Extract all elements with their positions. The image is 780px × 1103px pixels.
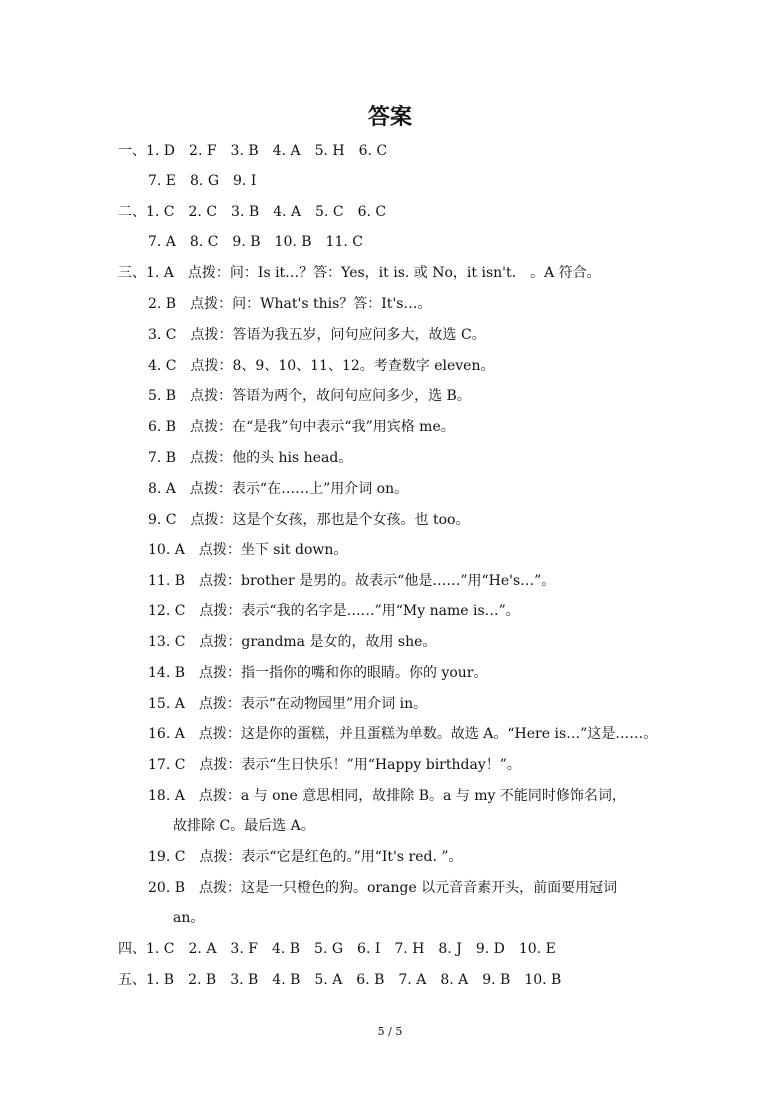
- answer-line: 19. C 点拨：表示“它是红色的。”用“It's red. ”。: [148, 849, 463, 865]
- answer-line: 五、1. B 2. B 3. B 4. B 5. A 6. B 7. A 8. A 9. B 10. B: [118, 972, 562, 988]
- answer-line: 四、1. C 2. A 3. F 4. B 5. G 6. I 7. H 8. J 9. D 10. E: [118, 941, 556, 957]
- answer-line: 一、1. D 2. F 3. B 4. A 5. H 6. C: [118, 143, 388, 159]
- answer-line: 3. C 点拨：答语为我五岁，问句应问多大，故选 C。: [148, 327, 486, 343]
- answer-line: 二、1. C 2. C 3. B 4. A 5. C 6. C: [118, 204, 387, 220]
- answer-line: 11. B 点拨：brother 是男的。故表示“他是……”用“He's…”。: [148, 573, 556, 589]
- answer-line: 10. A 点拨：坐下 sit down。: [148, 542, 348, 558]
- answer-line: 14. B 点拨：指一指你的嘴和你的眼睛。你的 your。: [148, 665, 488, 681]
- answer-line: 2. B 点拨：问：What's this？答：It's…。: [148, 296, 432, 312]
- answer-line: 17. C 点拨：表示“生日快乐！”用“Happy birthday！”。: [148, 757, 521, 773]
- answer-line: 7. B 点拨：他的头 his head。: [148, 450, 353, 466]
- answer-line: 13. C 点拨：grandma 是女的，故用 she。: [148, 634, 437, 650]
- answer-line: 6. B 点拨：在“是我”句中表示“我”用宾格 me。: [148, 419, 455, 435]
- answer-line: 9. C 点拨：这是个女孩，那也是个女孩。也 too。: [148, 512, 470, 528]
- answer-line: 12. C 点拨：表示“我的名字是……”用“My name is…”。: [148, 603, 520, 619]
- answer-line: 7. A 8. C 9. B 10. B 11. C: [148, 234, 363, 250]
- answer-line: 4. C 点拨：8、9、10、11、12。考查数字 eleven。: [148, 358, 495, 374]
- answer-line: 20. B 点拨：这是一只橙色的狗。orange 以元音音素开头，前面要用冠词: [148, 880, 618, 896]
- answer-line: 三、1. A 点拨：问：Is it…？答：Yes，it is. 或 No，it isn't. 。A 符合。: [118, 265, 601, 281]
- answer-line: 故排除 C。最后选 A。: [173, 818, 315, 834]
- page-number: 5 / 5: [377, 1025, 403, 1038]
- answer-line: 16. A 点拨：这是你的蛋糕，并且蛋糕为单数。故选 A。“Here is…”这是……。: [148, 726, 658, 742]
- answer-line: 7. E 8. G 9. I: [148, 173, 257, 189]
- page-title: 答案: [367, 105, 412, 130]
- answer-line: 5. B 点拨：答语为两个，故问句应问多少，选 B。: [148, 388, 471, 404]
- answer-line: 15. A 点拨：表示“在动物园里”用介词 in。: [148, 696, 428, 712]
- answer-line: 18. A 点拨：a 与 one 意思相同，故排除 B。a 与 my 不能同时修饰名词，: [148, 788, 626, 804]
- answer-line: 8. A 点拨：表示“在……上”用介词 on。: [148, 481, 409, 497]
- answer-line: an。: [173, 910, 205, 926]
